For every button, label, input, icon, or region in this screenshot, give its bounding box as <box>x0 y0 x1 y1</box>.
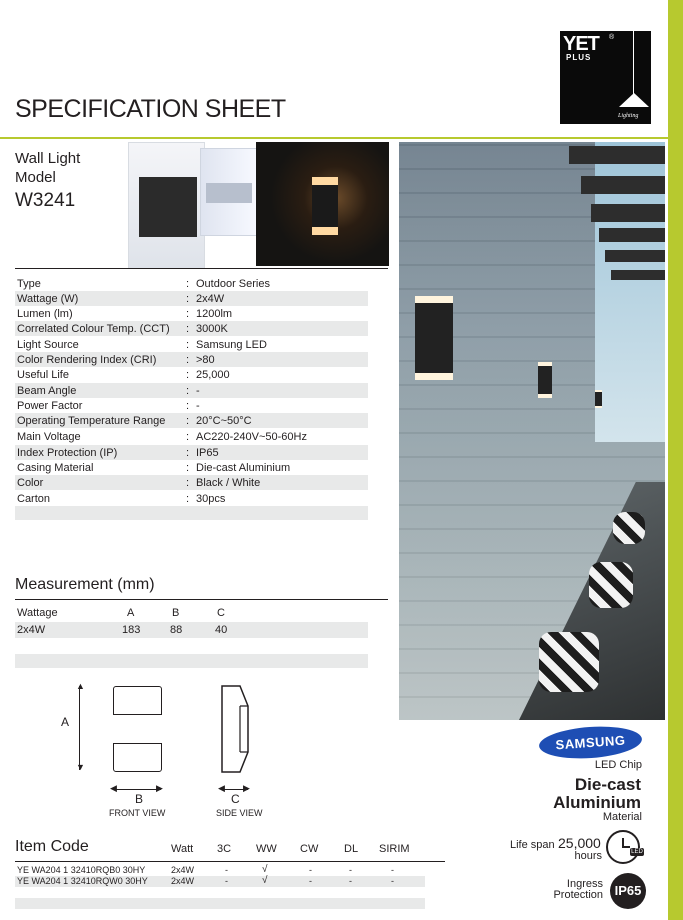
product-lit-photo <box>256 142 389 266</box>
spec-row <box>15 321 368 336</box>
side-view-label: SIDE VIEW <box>216 808 263 818</box>
logo-brand-text: YET <box>563 33 599 55</box>
product-front-photo <box>128 142 205 269</box>
photo-pergola-beam <box>611 270 665 280</box>
measurement-row-bg <box>15 622 368 638</box>
spec-value: 2x4W <box>196 293 225 305</box>
item-code-divider <box>15 861 445 862</box>
material-line-1: Die-cast <box>574 775 641 794</box>
measurement-cell: 2x4W <box>17 624 46 636</box>
spec-top-divider <box>15 268 388 269</box>
spec-label: Operating Temperature Range <box>17 415 166 427</box>
item-code-cell: - <box>391 876 394 886</box>
photo-pergola-beam <box>605 250 665 262</box>
measurement-header: Wattage <box>17 607 58 619</box>
dimension-a-line <box>79 686 80 770</box>
installation-photo <box>399 142 665 720</box>
spec-label: Lumen (lm) <box>17 308 73 320</box>
spec-value: AC220-240V~50-60Hz <box>196 431 307 443</box>
spec-colon: : <box>186 308 190 320</box>
life-span-unit: hours <box>574 850 602 862</box>
spec-label: Power Factor <box>17 400 83 412</box>
spec-value: 1200lm <box>196 308 233 320</box>
spec-value: Samsung LED <box>196 339 267 351</box>
item-code-cell: - <box>225 876 228 886</box>
spec-value: Outdoor Series <box>196 278 270 290</box>
spec-label: Index Protection (IP) <box>17 447 118 459</box>
measurement-heading: Measurement (mm) <box>15 576 155 593</box>
product-lit-lamp <box>312 177 338 235</box>
spec-label: Casing Material <box>17 462 94 474</box>
measurement-cell: 40 <box>215 624 228 636</box>
spec-label: Useful Life <box>17 369 69 381</box>
clock-hand-minute <box>622 846 630 848</box>
item-code-cell: - <box>349 876 352 886</box>
brand-logo <box>560 31 651 124</box>
measurement-divider <box>15 599 388 600</box>
spec-colon: : <box>186 354 190 366</box>
spec-label: Color <box>17 477 44 489</box>
arrow-left-icon: ◀ <box>218 783 225 793</box>
spec-row <box>15 398 368 413</box>
photo-pergola-beam <box>591 204 665 222</box>
measurement-empty-row <box>15 654 368 668</box>
spec-colon: : <box>186 278 190 290</box>
measurement-cell: 183 <box>122 624 141 636</box>
spec-colon: : <box>186 431 190 443</box>
item-code-header: CW <box>300 843 319 855</box>
spec-value: 30pcs <box>196 493 226 505</box>
item-code-cell: 2x4W <box>171 876 195 886</box>
spec-row <box>15 429 368 444</box>
clock-led-badge: LED <box>631 849 643 855</box>
spec-row <box>15 306 368 321</box>
product-model-label: Model <box>15 169 56 186</box>
life-span-value: 25,000 <box>558 835 601 851</box>
logo-registered-mark: ® <box>609 34 615 41</box>
photo-cushion <box>589 562 633 608</box>
spec-label: Type <box>17 278 41 290</box>
item-code-cell: 2x4W <box>171 865 195 875</box>
item-code-cell: YE WA204 1 32410RQW0 30HY <box>17 876 148 886</box>
spec-label: Color Rendering Index (CRI) <box>17 354 157 366</box>
spec-label: Wattage (W) <box>17 293 79 305</box>
photo-pergola-beam <box>599 228 665 242</box>
measurement-header: A <box>127 607 135 619</box>
photo-cushion <box>539 632 599 692</box>
led-chip-caption: LED Chip <box>594 759 642 771</box>
item-code-cell: √ <box>262 864 268 875</box>
spec-row <box>15 445 368 460</box>
photo-pergola-beam <box>569 146 665 164</box>
arrow-left-icon: ◀ <box>110 783 117 793</box>
dimension-c-label: C <box>231 792 240 806</box>
item-code-cell: √ <box>262 875 268 886</box>
item-code-cell: YE WA204 1 32410RQB0 30HY <box>17 865 146 875</box>
page-title: SPECIFICATION SHEET <box>15 95 286 123</box>
ingress-label-1: Ingress <box>566 878 603 890</box>
spec-colon: : <box>186 462 190 474</box>
spec-value: >80 <box>196 354 215 366</box>
front-view-label: FRONT VIEW <box>109 808 166 818</box>
logo-sub-text: PLUS <box>566 53 592 62</box>
spec-colon: : <box>186 293 190 305</box>
spec-value: 3000K <box>196 323 228 335</box>
ingress-label-2: Protection <box>553 889 603 901</box>
clock-icon <box>606 830 643 864</box>
arrow-right-icon: ▶ <box>156 783 163 793</box>
spec-row <box>15 352 368 367</box>
logo-lamp-icon <box>619 93 649 107</box>
item-code-heading: Item Code <box>15 838 89 855</box>
spec-label: Beam Angle <box>17 385 77 397</box>
arrow-right-icon: ▶ <box>243 783 250 793</box>
accent-side-bar <box>668 0 683 920</box>
dimension-b-label: B <box>135 792 144 806</box>
item-code-empty-row <box>15 898 425 909</box>
item-code-cell: - <box>309 865 312 875</box>
spec-value: - <box>196 385 200 397</box>
photo-cushion <box>613 512 645 544</box>
spec-value: - <box>196 400 200 412</box>
spec-row <box>15 475 368 490</box>
arrow-down-icon: ▼ <box>76 762 85 772</box>
product-white-photo <box>200 148 258 236</box>
spec-colon: : <box>186 339 190 351</box>
product-front-housing <box>139 177 197 237</box>
spec-colon: : <box>186 477 190 489</box>
spec-label: Correlated Colour Temp. (CCT) <box>17 323 170 335</box>
spec-row <box>15 460 368 475</box>
front-view-band <box>113 714 162 744</box>
spec-row <box>15 276 368 291</box>
item-code-header: DL <box>344 843 359 855</box>
logo-pendant-cord <box>633 31 634 97</box>
spec-label: Main Voltage <box>17 431 81 443</box>
life-span-label: Life span <box>510 839 555 851</box>
spec-colon: : <box>186 400 190 412</box>
spec-row <box>15 413 368 428</box>
spec-colon: : <box>186 323 190 335</box>
ip65-badge: IP65 <box>610 873 646 909</box>
spec-label: Carton <box>17 493 51 505</box>
product-white-housing <box>206 183 252 203</box>
side-view-outline <box>218 682 254 776</box>
spec-row <box>15 337 368 352</box>
spec-row <box>15 383 368 398</box>
spec-value: Black / White <box>196 477 261 489</box>
spec-row <box>15 491 368 506</box>
spec-value: Die-cast Aluminium <box>196 462 291 474</box>
spec-row <box>15 367 368 382</box>
spec-colon: : <box>186 493 190 505</box>
logo-tagline: Lighting <box>618 113 639 119</box>
spec-row <box>15 291 368 306</box>
spec-colon: : <box>186 385 190 397</box>
measurement-cell: 88 <box>170 624 183 636</box>
samsung-logo: SAMSUNG <box>538 723 643 761</box>
spec-label: Light Source <box>17 339 79 351</box>
spec-colon: : <box>186 415 190 427</box>
item-code-cell: - <box>349 865 352 875</box>
spec-empty-row <box>15 506 368 520</box>
item-code-header: WW <box>256 843 277 855</box>
dimension-a-label: A <box>61 715 70 729</box>
measurement-header: B <box>172 607 180 619</box>
photo-wall-lamp <box>415 296 453 380</box>
photo-wall-lamp <box>595 390 602 408</box>
spec-value: 25,000 <box>196 369 230 381</box>
spec-value: IP65 <box>196 447 219 459</box>
item-code-cell: - <box>391 865 394 875</box>
measurement-header: C <box>217 607 225 619</box>
arrow-up-icon: ▲ <box>76 681 85 691</box>
dimension-b-line <box>114 789 161 790</box>
item-code-cell: - <box>225 865 228 875</box>
item-code-header: 3C <box>217 843 232 855</box>
spec-colon: : <box>186 447 190 459</box>
photo-pergola-beam <box>581 176 665 194</box>
product-model-code: W3241 <box>15 190 76 211</box>
item-code-header: SIRIM <box>379 843 410 855</box>
item-code-header: Watt <box>171 843 194 855</box>
material-line-2: Aluminium <box>553 793 641 812</box>
header-divider <box>0 137 668 139</box>
spec-colon: : <box>186 369 190 381</box>
spec-value: 20°C~50°C <box>196 415 252 427</box>
item-code-cell: - <box>309 876 312 886</box>
photo-wall-lamp <box>538 362 552 398</box>
product-name: Wall Light <box>15 150 81 167</box>
material-caption: Material <box>602 811 642 823</box>
